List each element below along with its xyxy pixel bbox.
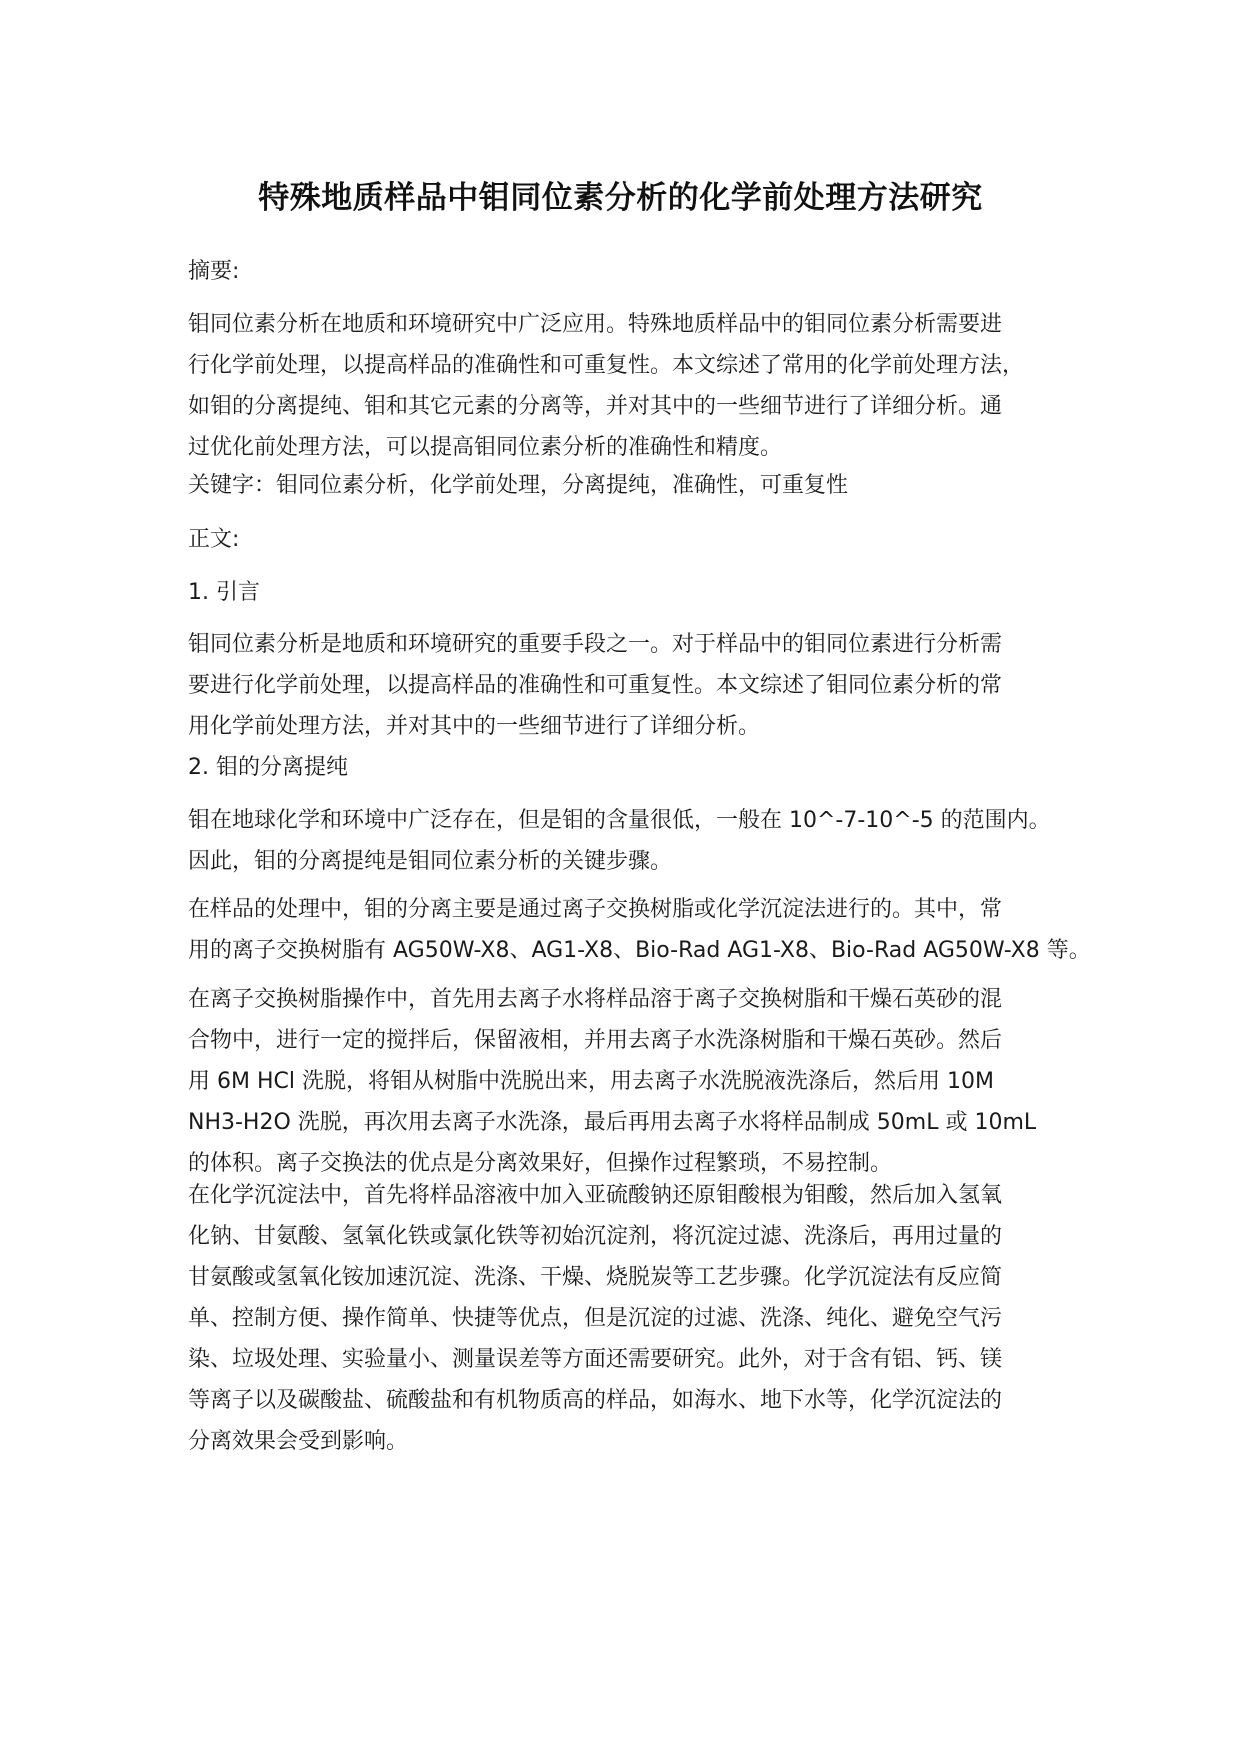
abstract-paragraph — [188, 304, 1068, 468]
paragraph-line: 钼同位素分析是地质和环境研究的重要手段之一。对于样品中的钼同位素进行分析需 — [188, 632, 1003, 657]
section-2-paragraph-1 — [188, 800, 1068, 882]
paragraph-line: 过优化前处理方法，可以提高钼同位素分析的准确性和精度。 — [188, 435, 783, 460]
keywords-text: 关键字：钼同位素分析，化学前处理，分离提纯，准确性，可重复性 — [188, 473, 849, 498]
body-label-text: 正文: — [188, 527, 240, 552]
section-heading-text: 1. 引言 — [188, 580, 260, 605]
paragraph-line: 的体积。离子交换法的优点是分离效果好，但操作过程繁琐，不易控制。 — [188, 1151, 893, 1176]
paragraph-line: 钼同位素分析在地质和环境研究中广泛应用。特殊地质样品中的钼同位素分析需要进 — [188, 312, 1003, 337]
section-heading-text: 2. 钼的分离提纯 — [188, 755, 348, 780]
paragraph-line: 在样品的处理中，钼的分离主要是通过离子交换树脂或化学沉淀法进行的。其中，常 — [188, 897, 1003, 922]
document-title: 特殊地质样品中钼同位素分析的化学前处理方法研究 — [258, 180, 983, 216]
body-label — [188, 519, 1068, 560]
section-1-paragraph — [188, 624, 1068, 747]
abstract-label-text: 摘要: — [188, 259, 240, 284]
paragraph-line: 合物中，进行一定的搅拌后，保留液相，并用去离子水洗涤树脂和干燥石英砂。然后 — [188, 1028, 1003, 1053]
paragraph-line: NH3-H2O 洗脱，再次用去离子水洗涤，最后再用去离子水将样品制成 50mL 或 10mL — [188, 1110, 1037, 1135]
paragraph-line: 等离子以及碳酸盐、硫酸盐和有机物质高的样品，如海水、地下水等，化学沉淀法的 — [188, 1388, 1003, 1413]
paragraph-line: 用 6M HCl 洗脱，将钼从树脂中洗脱出来，用去离子水洗脱液洗涤后，然后用 10M — [188, 1069, 994, 1094]
paragraph-line: 染、垃圾处理、实验量小、测量误差等方面还需要研究。此外，对于含有铝、钙、镁 — [188, 1347, 1003, 1372]
paragraph-line: 在离子交换树脂操作中，首先用去离子水将样品溶于离子交换树脂和干燥石英砂的混 — [188, 987, 1003, 1012]
paragraph-line: 行化学前处理，以提高样品的准确性和可重复性。本文综述了常用的化学前处理方法， — [188, 353, 1025, 378]
paragraph-line: 分离效果会受到影响。 — [188, 1429, 409, 1454]
paragraph-line: 要进行化学前处理，以提高样品的准确性和可重复性。本文综述了钼同位素分析的常 — [188, 673, 1003, 698]
abstract-label — [188, 251, 1068, 292]
paragraph-line: 钼在地球化学和环境中广泛存在，但是钼的含量很低，一般在 10^-7-10^-5 的范围内。 — [188, 808, 1051, 833]
keywords-line — [188, 465, 1068, 506]
section-2-paragraph-3 — [188, 979, 1068, 1184]
section-2-paragraph-2 — [188, 889, 1091, 971]
section-2-paragraph-4 — [188, 1175, 1068, 1462]
section-1-heading — [188, 572, 1068, 613]
paragraph-line: 因此，钼的分离提纯是钼同位素分析的关键步骤。 — [188, 849, 673, 874]
paragraph-line: 如钼的分离提纯、钼和其它元素的分离等，并对其中的一些细节进行了详细分析。通 — [188, 394, 1003, 419]
paragraph-line: 单、控制方便、操作简单、快捷等优点，但是沉淀的过滤、洗涤、纯化、避免空气污 — [188, 1306, 1003, 1331]
paragraph-line: 用的离子交换树脂有 AG50W-X8、AG1-X8、Bio-Rad AG1-X8、Bio-Rad AG50W-X8 等。 — [188, 938, 1091, 963]
section-2-heading — [188, 747, 1068, 788]
paragraph-line: 用化学前处理方法，并对其中的一些细节进行了详细分析。 — [188, 714, 761, 739]
paragraph-line: 在化学沉淀法中，首先将样品溶液中加入亚硫酸钠还原钼酸根为钼酸，然后加入氢氧 — [188, 1183, 1003, 1208]
paragraph-line: 化钠、甘氨酸、氢氧化铁或氯化铁等初始沉淀剂，将沉淀过滤、洗涤后，再用过量的 — [188, 1224, 1003, 1249]
paragraph-line: 甘氨酸或氢氧化铵加速沉淀、洗涤、干燥、烧脱炭等工艺步骤。化学沉淀法有反应简 — [188, 1265, 1003, 1290]
